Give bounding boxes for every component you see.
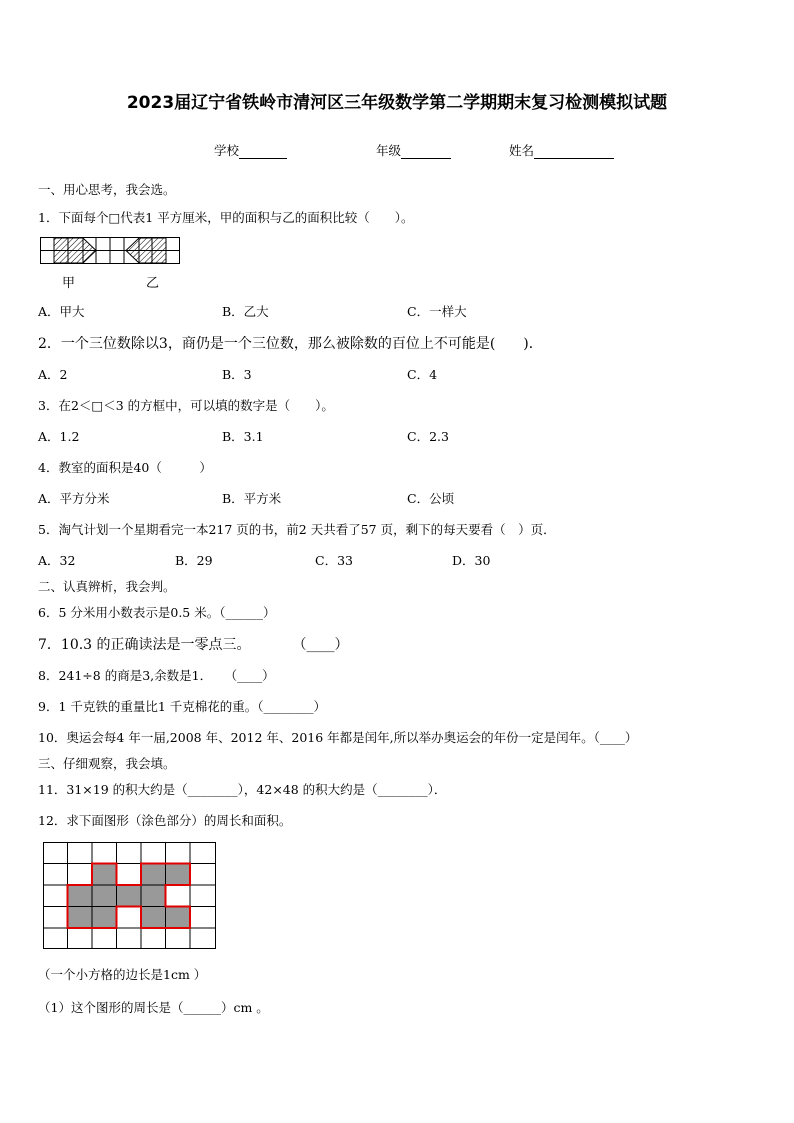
question-10: 10．奥运会每4 年一届,2008 年、2012 年、2016 年都是闰年,所以举办奥运会的年份一定是闰年。（____） xyxy=(38,730,638,745)
school-label: 学校 xyxy=(214,143,240,158)
q2-option-a[interactable]: A．2 xyxy=(38,367,68,382)
q2-option-c[interactable]: C．4 xyxy=(407,367,438,382)
school-field xyxy=(214,141,287,159)
label-yi: 乙 xyxy=(146,276,160,291)
section-2-heading: 二、认真辨析，我会判。 xyxy=(38,579,176,594)
question-7: 7．10.3 的正确读法是一零点三。 （____） xyxy=(38,637,349,653)
q4-option-a[interactable]: A．平方分米 xyxy=(38,491,110,506)
section-3-heading: 三、仔细观察，我会填。 xyxy=(38,756,176,771)
q12-grid-figure xyxy=(43,842,217,950)
q2-option-b[interactable]: B．3 xyxy=(222,367,252,382)
q5-option-d[interactable]: D．30 xyxy=(452,553,491,568)
q12-note: （一个小方格的边长是1cm ） xyxy=(38,967,207,982)
section-1-heading: 一、用心思考，我会选。 xyxy=(38,182,176,197)
grade-field xyxy=(376,141,451,159)
q12-sub-1: （1）这个图形的周长是（______）cm 。 xyxy=(38,1000,269,1015)
q4-option-c[interactable]: C．公顷 xyxy=(407,491,455,506)
question-9: 9．1 千克铁的重量比1 千克棉花的重。（________） xyxy=(38,699,327,714)
question-4: 4．教室的面积是40（ ） xyxy=(38,460,212,475)
q5-option-b[interactable]: B．29 xyxy=(175,553,213,568)
grade-label: 年级 xyxy=(376,143,402,158)
name-label: 姓名 xyxy=(509,143,535,158)
question-2: 2．一个三位数除以3，商仍是一个三位数，那么被除数的百位上不可能是( )． xyxy=(38,336,543,352)
question-5: 5．淘气计划一个星期看完一本217 页的书，前2 天共看了57 页，剩下的每天要看（ ）页． xyxy=(38,522,556,537)
q3-option-c[interactable]: C．2.3 xyxy=(407,429,449,444)
name-blank[interactable] xyxy=(534,145,614,159)
q1-option-c[interactable]: C．一样大 xyxy=(407,304,467,319)
q3-option-b[interactable]: B．3.1 xyxy=(222,429,264,444)
question-11: 11．31×19 的积大约是（________），42×48 的积大约是（________）． xyxy=(38,782,447,797)
question-8: 8．241÷8 的商是3,余数是1． （____） xyxy=(38,668,275,683)
q3-option-a[interactable]: A．1.2 xyxy=(38,429,80,444)
question-1: 1．下面每个□代表1 平方厘米，甲的面积与乙的面积比较（ ）。 xyxy=(38,210,414,225)
grade-blank[interactable] xyxy=(401,145,451,159)
page-title: 2023届辽宁省铁岭市清河区三年级数学第二学期期末复习检测模拟试题 xyxy=(126,93,668,113)
q4-option-b[interactable]: B．平方米 xyxy=(222,491,282,506)
q5-option-a[interactable]: A．32 xyxy=(38,553,76,568)
q1-option-a[interactable]: A．甲大 xyxy=(38,304,85,319)
school-blank[interactable] xyxy=(239,145,287,159)
label-jia: 甲 xyxy=(62,276,76,291)
q1-option-b[interactable]: B．乙大 xyxy=(222,304,269,319)
question-3: 3．在2＜□＜3 的方框中，可以填的数字是（ ）。 xyxy=(38,398,334,413)
q5-option-c[interactable]: C．33 xyxy=(315,553,353,568)
question-12: 12．求下面图形（涂色部分）的周长和面积。 xyxy=(38,813,292,828)
question-6: 6．5 分米用小数表示是0.5 米。（______） xyxy=(38,605,276,620)
q1-figure xyxy=(40,237,180,265)
name-field xyxy=(509,141,614,159)
